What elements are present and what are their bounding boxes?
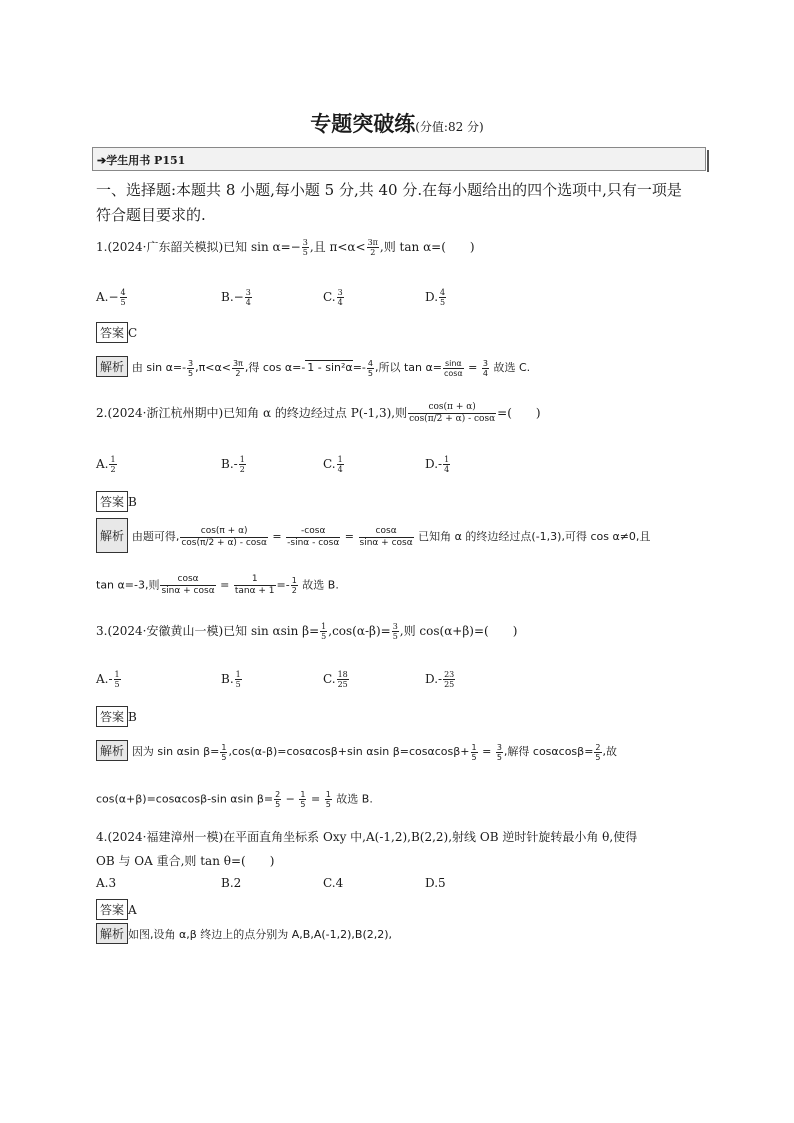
q4-answer-value: A (128, 903, 137, 917)
q1-option-c[interactable]: C. $\frac{3}{4}$ (323, 288, 343, 307)
q1-option-b[interactable]: B.− $\frac{3}{4}$ (221, 288, 251, 307)
analysis-label: 解析 (96, 740, 128, 761)
q2-prefix: 2.(2024·浙江杭州期中)已知角 α 的终边经过点 P(-1,3),则 (96, 406, 408, 420)
q2-solution-line-1: 解析 由题可得, $\frac{\cos(\pi + \alpha)}{\cos(\pi/2 + \alpha) - \cos\alpha}$ = $\frac{-\cos\alpha}{-\sin\alpha - \cos\alpha}$ = $\frac{\cos\alpha}{\sin\alpha + \cos\alpha}$ 已知角 α 的终边经过点(-1,3),可得 cos α≠0,且 (96, 518, 650, 553)
q4-option-c[interactable]: C.4 (323, 876, 344, 890)
question-2 (96, 402, 541, 425)
analysis-label: 解析 (96, 356, 128, 377)
title-main: 专题突破练 (310, 111, 416, 136)
q2-answer-value: B (128, 495, 137, 509)
student-book-banner (92, 147, 706, 171)
answer-label: 答案 (96, 322, 128, 343)
q3-answer (96, 706, 137, 727)
q3-prefix: 3.(2024·安徽黄山一模)已知 sin αsin β= (96, 624, 320, 638)
q4-solution (96, 923, 392, 944)
q4-answer (96, 899, 137, 920)
q3-solution-line-1: 解析 因为 sin αsin β= $\frac{1}{5}$ ,cos(α-β)=cosαcosβ+sin αsin β=cosαcosβ+ $\frac{1}{5}$ = $\frac{3}{5}$ ,解得 cosαcosβ= $\frac{2}{5}$ ,故 (96, 740, 617, 762)
q3-solution-line-2: cos(α+β)=cosαcosβ-sin αsin β= $\frac{2}{5}$ − $\frac{1}{5}$ = $\frac{1}{5}$ 故选 B. (96, 790, 373, 809)
q3-option-b[interactable]: B. $\frac{1}{5}$ (221, 670, 241, 689)
q3-option-a[interactable]: A.- $\frac{1}{5}$ (96, 670, 120, 689)
q4-solution-text: 如图,设角 α,β 终边上的点分别为 A,B,A(-1,2),B(2,2), (128, 928, 393, 941)
q2-option-a[interactable]: A. $\frac{1}{2}$ (96, 455, 116, 474)
q1-answer-value: C (128, 326, 138, 340)
title-score: (分值:82 分) (415, 120, 484, 134)
q1-answer (96, 322, 137, 343)
sqrt-expression: 1 - sin²α (307, 361, 353, 374)
q2-answer (96, 491, 137, 512)
q2-ask: =( ) (497, 406, 541, 420)
answer-label: 答案 (96, 491, 128, 512)
question-4-line-1: 4.(2024·福建漳州一模)在平面直角坐标系 Oxy 中,A(-1,2),B(2,2),射线 OB 逆时针旋转最小角 θ,使得 (96, 830, 638, 844)
q3-answer-value: B (128, 710, 137, 724)
q2-option-b[interactable]: B.- $\frac{1}{2}$ (221, 455, 245, 474)
answer-label: 答案 (96, 899, 128, 920)
analysis-label: 解析 (96, 923, 128, 944)
question-1 (96, 238, 475, 257)
q2-solution-line-2: tan α=-3,则 $\frac{\cos\alpha}{\sin\alpha + \cos\alpha}$ = $\frac{1}{\tan\alpha + 1}$ =- $\frac{1}{2}$ 故选 B. (96, 574, 339, 596)
q2-option-c[interactable]: C. $\frac{1}{4}$ (323, 455, 343, 474)
q1-prefix: 1.(2024·广东韶关模拟)已知 sin α=− (96, 240, 301, 254)
q1-option-d[interactable]: D. $\frac{4}{5}$ (425, 288, 446, 307)
q2-main-fraction: $\frac{\cos(\pi + \alpha)}{\cos(\pi/2 + \alpha) - \cos\alpha}$ (409, 402, 496, 424)
banner-text: ➔学生用书 P151 (97, 154, 186, 167)
q4-option-b[interactable]: B.2 (221, 876, 242, 890)
q1-frac-3pi-2: $\frac{3\pi}{2}$ (367, 238, 378, 257)
q1-solution: 解析 由 sin α=- $\frac{3}{5}$ ,π<α< $\frac{3\pi}{2}$ ,得 cos α=- 1 - sin²α=- $\frac{4}{5}$ ,所以 tan α= $\frac{\sin\alpha}{\cos\alpha}$ = $\frac{3}{4}$ 故选 C. (96, 356, 530, 378)
analysis-label: 解析 (96, 518, 128, 553)
q2-option-d[interactable]: D.- $\frac{1}{4}$ (425, 455, 450, 474)
q3-option-c[interactable]: C. $\frac{18}{25}$ (323, 670, 348, 689)
answer-label: 答案 (96, 706, 128, 727)
q4-option-d[interactable]: D.5 (425, 876, 446, 890)
section-heading: 一、选择题:本题共 8 小题,每小题 5 分,共 40 分.在每小题给出的四个选项中,只有一项是符合题目要求的. (96, 181, 682, 224)
question-4-line-2: OB 与 OA 重合,则 tan θ=( ) (96, 854, 275, 868)
q1-cond: ,且 π<α< (309, 240, 366, 254)
question-3: 3.(2024·安徽黄山一模)已知 sin αsin β= $\frac{1}{5}$ ,cos(α-β)= $\frac{3}{5}$ ,则 cos(α+β)=( ) (96, 622, 518, 641)
q4-option-a[interactable]: A.3 (96, 876, 117, 890)
q3-option-d[interactable]: D.- $\frac{23}{25}$ (425, 670, 455, 689)
page-title (0, 108, 794, 138)
q1-frac-3-5: $\frac{3}{5}$ (302, 238, 308, 257)
q1-ask: ,则 tan α=( ) (379, 240, 475, 254)
q1-option-a[interactable]: A.− $\frac{4}{5}$ (96, 288, 126, 307)
